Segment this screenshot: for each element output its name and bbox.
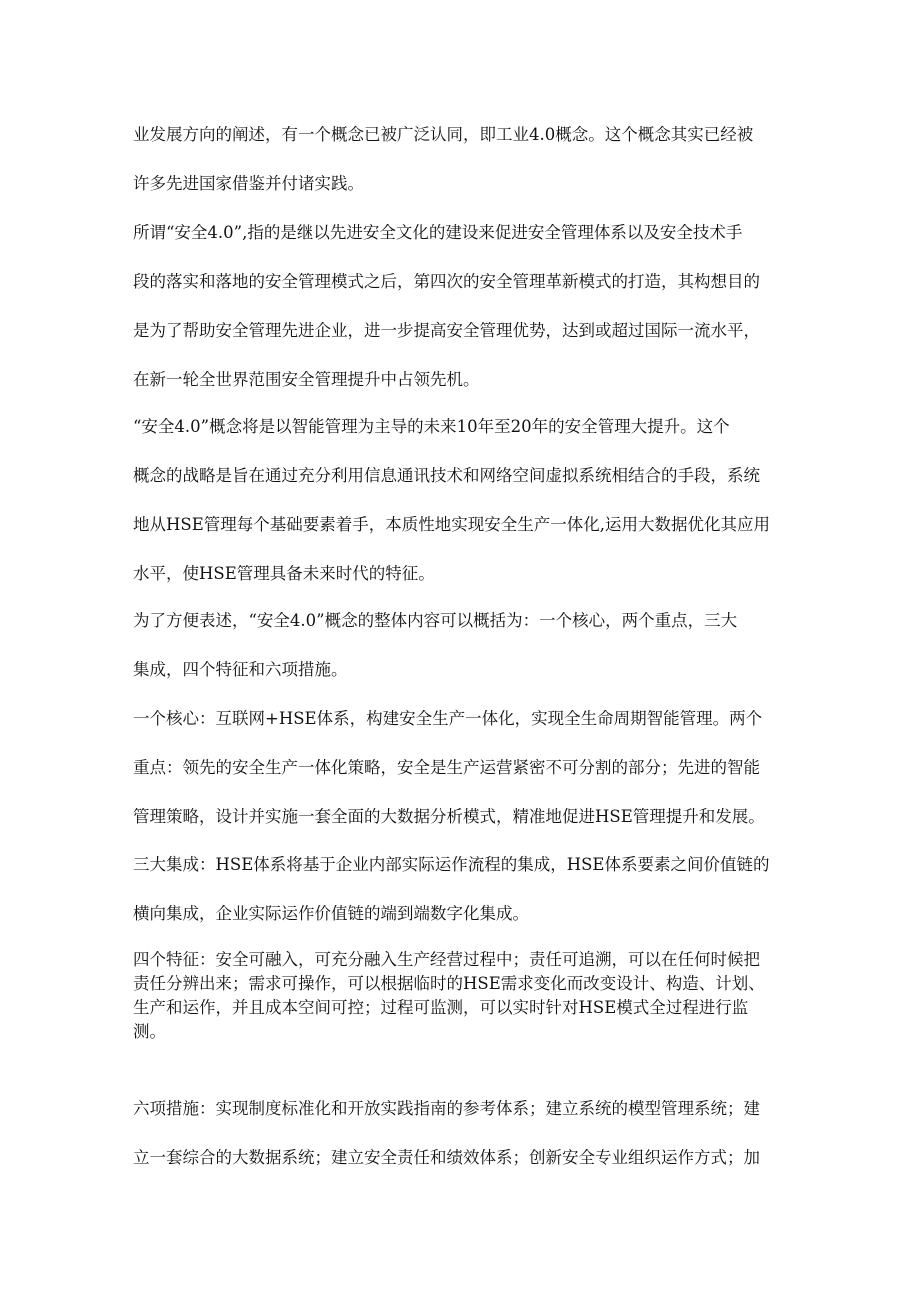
paragraph-core-and-focus <box>133 694 793 841</box>
paragraph-three-integrations <box>133 840 793 938</box>
text-line: 在新一轮全世界范围安全管理提升中占领先机。 <box>133 370 480 389</box>
text-line: 生产和运作，并且成本空间可控；过程可监测，可以实时针对HSE模式全过程进行监 <box>133 998 749 1017</box>
text-line: 是为了帮助安全管理先进企业，进一步提高安全管理优势，达到或超过国际一流水平， <box>133 321 760 340</box>
text-line: 重点：领先的安全生产一体化策略，安全是生产运营紧密不可分割的部分；先进的智能 <box>133 758 760 777</box>
text-line: 测。 <box>133 1022 166 1041</box>
text-line: 管理策略，设计并实施一套全面的大数据分析模式，精准地促进HSE管理提升和发展。 <box>133 807 765 826</box>
paragraph-safety40-definition <box>133 208 793 404</box>
text-line: 业发展方向的阐述，有一个概念已被广泛认同，即工业4.0概念。这个概念其实已经被 <box>133 125 754 144</box>
text-line: 三大集成：HSE体系将基于企业内部实际运作流程的集成，HSE体系要素之间价值链的 <box>133 855 770 874</box>
paragraph-six-measures <box>133 1084 793 1182</box>
text-line: 四个特征：安全可融入，可充分融入生产经营过程中；责任可追溯，可以在任何时候把 <box>133 950 760 969</box>
text-line: 许多先进国家借鉴并付诸实践。 <box>133 174 364 193</box>
text-line: 集成，四个特征和六项措施。 <box>133 660 348 679</box>
text-line: 水平，使HSE管理具备未来时代的特征。 <box>133 564 435 583</box>
paragraph-safety40-strategy <box>133 402 793 598</box>
text-line: 六项措施：实现制度标准化和开放实践指南的参考体系；建立系统的模型管理系统；建 <box>133 1099 760 1118</box>
text-line: 责任分辨出来；需求可操作，可以根据临时的HSE需求变化而改变设计、构造、计划、 <box>133 974 765 993</box>
text-line: 立一套综合的大数据系统；建立安全责任和绩效体系；创新安全专业组织运作方式；加 <box>133 1148 760 1167</box>
text-line: 一个核心：互联网+HSE体系，构建安全生产一体化，实现全生命周期智能管理。两个 <box>133 709 763 728</box>
text-line: 横向集成，企业实际运作价值链的端到端数字化集成。 <box>133 904 529 923</box>
text-line: “安全4.0”概念将是以智能管理为主导的未来10年至20年的安全管理大提升。这个 <box>133 417 730 436</box>
text-line: 概念的战略是旨在通过充分利用信息通讯技术和网络空间虚拟系统相结合的手段，系统 <box>133 466 760 485</box>
paragraph-intro-continuation <box>133 110 793 208</box>
text-line: 所谓“安全4.0”,指的是继以先进安全文化的建设来促进安全管理体系以及安全技术手 <box>133 223 743 242</box>
paragraph-four-features <box>133 948 793 1044</box>
paragraph-overview <box>133 596 793 694</box>
text-line: 为了方便表述，“安全4.0”概念的整体内容可以概括为：一个核心，两个重点，三大 <box>133 611 738 630</box>
text-line: 地从HSE管理每个基础要素着手，本质性地实现安全生产一体化,运用大数据优化其应用 <box>133 515 770 534</box>
text-line: 段的落实和落地的安全管理模式之后，第四次的安全管理革新模式的打造，其构想目的 <box>133 272 760 291</box>
